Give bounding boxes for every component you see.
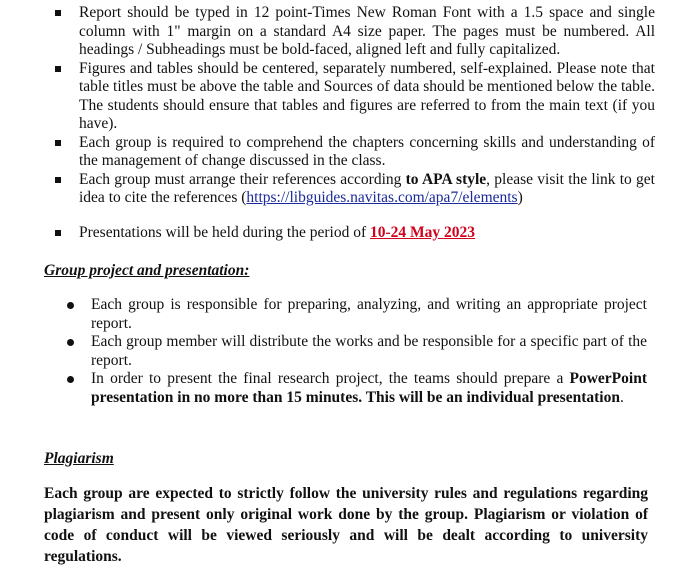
square-bullet-icon [55, 140, 61, 146]
list-item [55, 4, 655, 60]
powerpoint-emphasis: PowerPoint presentation in no more than 15 minutes. This will be an individual presentation [91, 370, 647, 406]
requirement-text-part: Presentations will be held during the period of [79, 224, 370, 241]
round-bullet-icon [67, 302, 74, 309]
requirements-list [55, 4, 655, 208]
square-bullet-icon [55, 230, 61, 236]
square-bullet-icon [55, 10, 61, 16]
apa-style-emphasis: to APA style [405, 170, 487, 188]
group-project-text-part: . [619, 388, 624, 406]
presentation-date: 10-24 May 2023 [370, 224, 476, 241]
list-item [65, 296, 647, 333]
round-bullet-icon [67, 339, 74, 346]
requirement-text: Figures and tables should be centered, separately numbered, self-explained. Please note that table titles must be above the table and Sources of data should be mentioned below the table. The students should ensure that tables and figures are referred to from the main text (if you have). [79, 59, 655, 132]
group-project-text: Each group member will distribute the works and be responsible for a specific part of the report. [91, 333, 647, 369]
group-project-text-part: In order to present the final research project, the teams should prepare a [91, 370, 570, 387]
requirement-text [79, 224, 655, 243]
list-item [65, 370, 647, 407]
square-bullet-icon [55, 66, 61, 72]
requirement-text-part: ) [517, 189, 523, 206]
list-item [55, 224, 655, 243]
square-bullet-icon [55, 177, 61, 183]
round-bullet-icon [67, 376, 74, 383]
group-project-text: Each group is responsible for preparing, analyzing, and writing an appropriate project report. [91, 296, 647, 332]
requirement-text-part: , please visit the link to get idea to cite the references ( [79, 170, 655, 206]
requirement-text [79, 171, 655, 208]
group-project-heading: Group project and presentation: [44, 262, 250, 279]
list-item [65, 333, 647, 370]
plagiarism-paragraph: Each group are expected to strictly follow the university rules and regulations regarding plagiarism and present only original work done by the group. Plagiarism or violation of code of conduct will be viewed seriously and will be dealt according to university regulations. [44, 485, 648, 565]
list-item [55, 171, 655, 208]
requirement-text-part: Each group must arrange their references according [79, 170, 406, 188]
group-project-text [91, 370, 647, 406]
group-project-list [65, 296, 647, 407]
apa-guide-link[interactable]: https://libguides.navitas.com/apa7/elements [246, 189, 518, 206]
requirement-text: Report should be typed in 12 point-Times New Roman Font with a 1.5 space and single column with 1" margin on a standard A4 size paper. The pages must be numbered. All headings / Subheadings must be bold-faced, aligned left and fully capitalized. [79, 4, 655, 58]
list-item [55, 134, 655, 171]
requirement-text: Each group is required to comprehend the chapters concerning skills and understanding of the management of change discussed in the class. [79, 133, 655, 169]
presentation-date-list [55, 224, 655, 243]
list-item [55, 60, 655, 134]
plagiarism-heading: Plagiarism [44, 450, 114, 467]
